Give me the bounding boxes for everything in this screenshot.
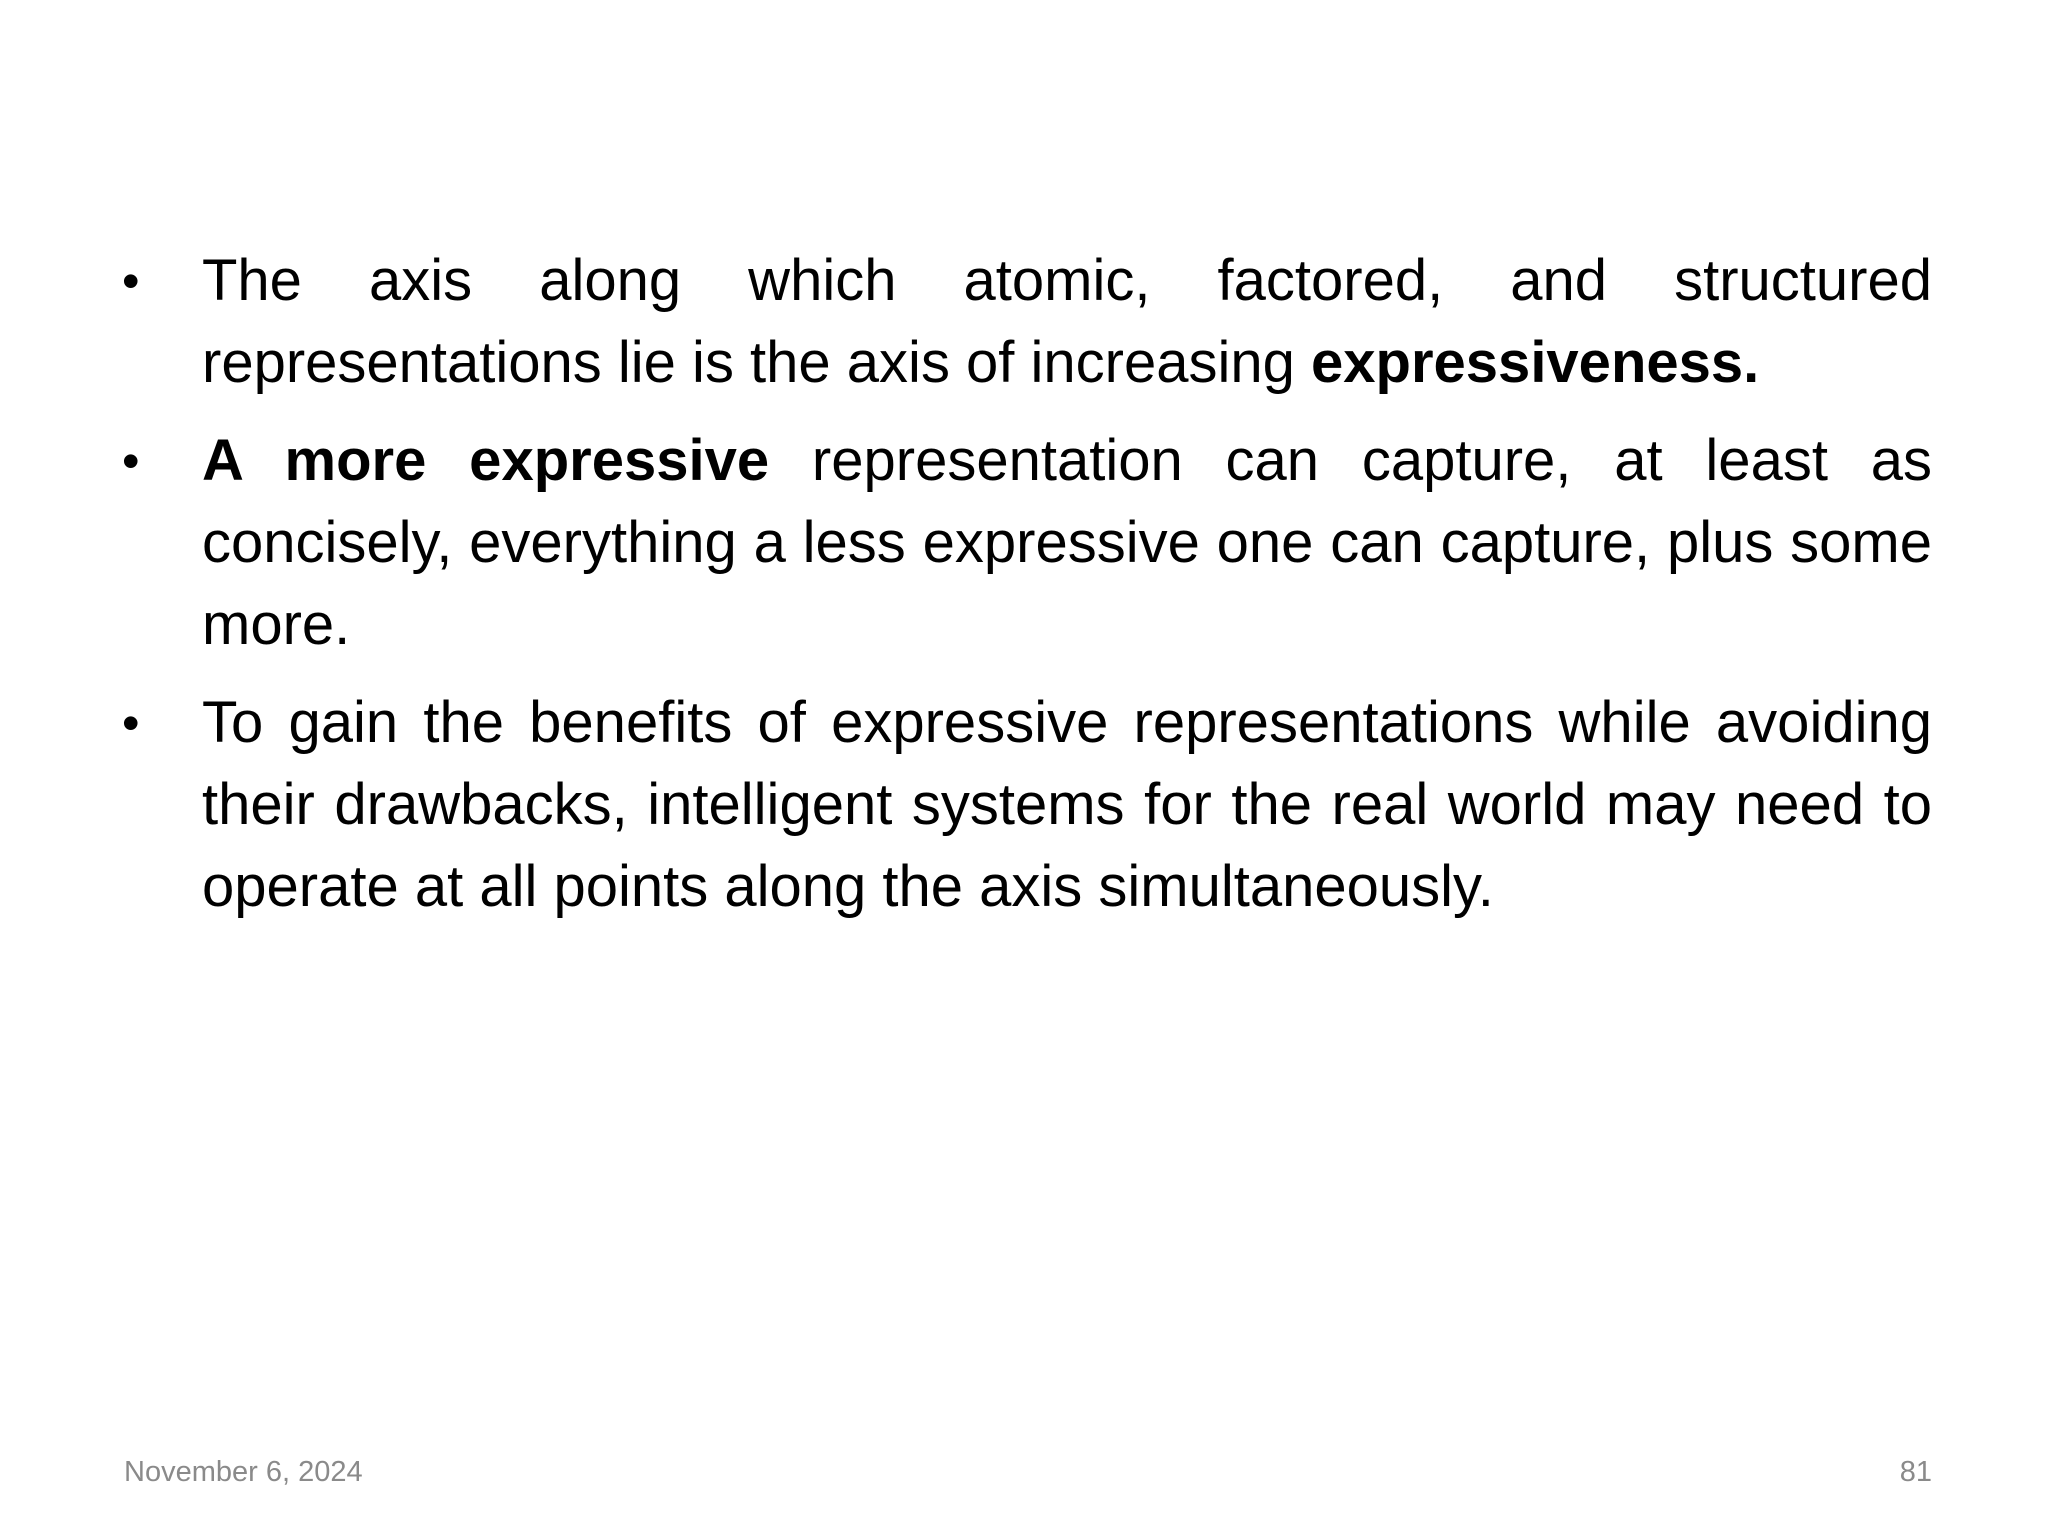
- bullet-marker: •: [122, 695, 140, 751]
- bullet-marker: •: [122, 433, 140, 489]
- bullet-text: [202, 428, 1932, 657]
- bullet-marker: •: [122, 253, 140, 309]
- footer-date: November 6, 2024: [124, 1456, 363, 1488]
- footer-page-number: 81: [1899, 1456, 1932, 1488]
- bullet-text: [202, 248, 1932, 395]
- bullet-text-bold: A more expressive: [202, 428, 770, 493]
- bullet-text-bold: expressiveness.: [1311, 330, 1760, 395]
- bullet-text-plain: representation can capture, at least as concisely, everything a less expressive one can capture, plus some more.: [202, 428, 1933, 657]
- bullet-item-expressiveness-axis: [122, 240, 1932, 404]
- bullet-text-plain: The axis along which atomic, factored, and structured representations lie is the axis of increasing: [202, 248, 1932, 395]
- bullet-item-intelligent-systems: [122, 682, 1932, 928]
- bullet-text: To gain the benefits of expressive representations while avoiding their drawbacks, intelligent systems for the real world may need to operate at all points along the axis simultaneously.: [202, 690, 1932, 919]
- bullet-item-more-expressive: [122, 420, 1932, 666]
- bullet-list: [122, 240, 1932, 944]
